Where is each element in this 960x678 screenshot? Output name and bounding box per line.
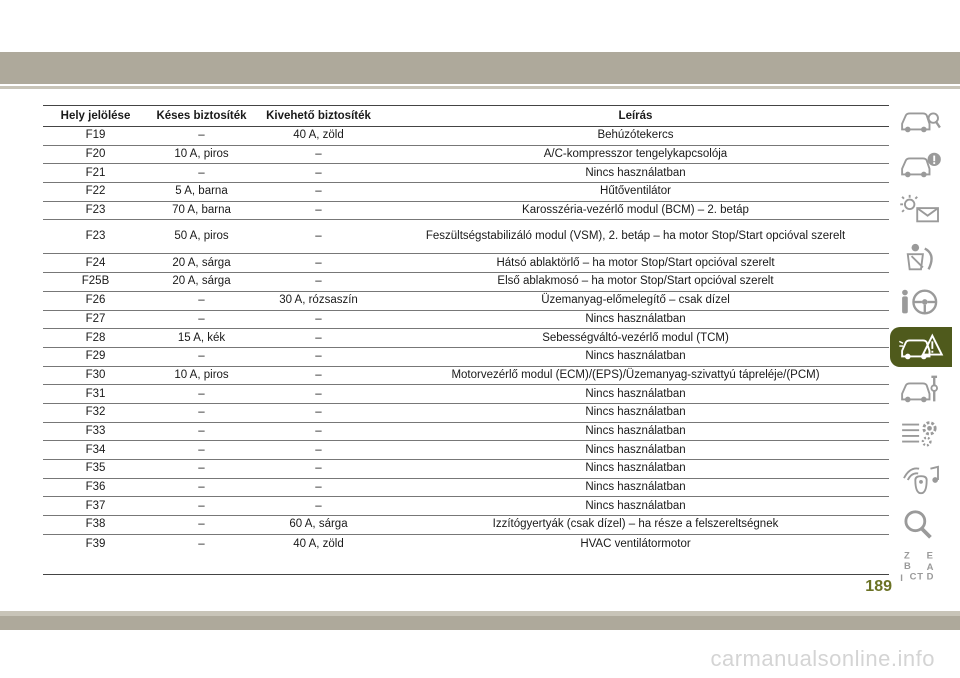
svg-text:Z: Z [904,551,910,562]
cell-description: Üzemanyag-előmelegítő – csak dízel [382,291,889,310]
cell-blade-fuse: – [148,127,255,146]
table-row [43,201,889,220]
svg-text:B: B [904,560,911,572]
cell-location: F36 [43,478,148,497]
svg-text:T: T [917,571,923,583]
cell-blade-fuse: – [148,403,255,422]
cell-description: Nincs használatban [382,478,889,497]
cell-location: F20 [43,145,148,164]
cell-blade-fuse: 20 A, sárga [148,273,255,292]
cell-description: Nincs használatban [382,310,889,329]
table-row [43,273,889,292]
multimedia-icon [898,463,944,497]
car-info-icon [898,148,944,182]
cell-cartridge-fuse: – [255,145,382,164]
cell-description: Nincs használatban [382,403,889,422]
svg-text:E: E [926,551,933,562]
svg-text:C: C [909,571,917,583]
table-row [43,516,889,535]
cell-blade-fuse: 50 A, piros [148,220,255,254]
cell-location: F34 [43,441,148,460]
cell-cartridge-fuse: – [255,422,382,441]
chapter-tab-search[interactable] [890,505,952,545]
cell-cartridge-fuse: – [255,220,382,254]
chapter-tab-car-search[interactable] [890,100,952,140]
cell-cartridge-fuse: – [255,460,382,479]
specifications-gear-icon [898,417,944,451]
header-band [0,52,960,84]
cell-location: F37 [43,497,148,516]
header-cartridge-fuse: Kivehető biztosíték [255,106,382,127]
cell-location: F27 [43,310,148,329]
cell-blade-fuse: – [148,441,255,460]
page-number: 189 [865,578,892,595]
cell-blade-fuse: 20 A, sárga [148,254,255,273]
cell-blade-fuse: 10 A, piros [148,145,255,164]
cell-location: F32 [43,403,148,422]
cell-cartridge-fuse: – [255,478,382,497]
fuse-table [43,105,889,575]
cell-blade-fuse: – [148,478,255,497]
chapter-tab-index-alphabet[interactable] [890,548,952,588]
cell-blade-fuse: – [148,534,255,574]
table-row [43,220,889,254]
cell-blade-fuse: 70 A, barna [148,201,255,220]
cell-cartridge-fuse: – [255,385,382,404]
cell-description: Nincs használatban [382,164,889,183]
cell-cartridge-fuse: – [255,273,382,292]
cell-location: F39 [43,534,148,574]
table-row [43,385,889,404]
header-location: Hely jelölése [43,106,148,127]
chapter-tab-airbag-safety[interactable] [890,238,952,278]
cell-location: F23 [43,220,148,254]
cell-cartridge-fuse: – [255,310,382,329]
cell-description: Behúzótekercs [382,127,889,146]
table-row [43,127,889,146]
header-description: Leírás [382,106,889,127]
table-row [43,164,889,183]
cell-location: F26 [43,291,148,310]
cell-cartridge-fuse: 40 A, zöld [255,127,382,146]
cell-location: F29 [43,347,148,366]
cell-cartridge-fuse: – [255,347,382,366]
cell-location: F21 [43,164,148,183]
cell-cartridge-fuse: – [255,254,382,273]
cell-blade-fuse: 10 A, piros [148,366,255,385]
cell-description: Nincs használatban [382,347,889,366]
cell-blade-fuse: – [148,164,255,183]
table-header-row [43,106,889,127]
chapter-tab-specifications-gear[interactable] [890,414,952,454]
cell-location: F31 [43,385,148,404]
fuse-table-body [43,127,889,575]
table-row [43,329,889,348]
warning-lights-icon [898,193,944,227]
cell-description: Sebességváltó-vezérlő modul (TCM) [382,329,889,348]
car-search-icon [898,103,944,137]
cell-location: F23 [43,201,148,220]
header-blade-fuse: Késes biztosíték [148,106,255,127]
table-row [43,366,889,385]
cell-description: Motorvezérlő modul (ECM)/(EPS)/Üzemanyag-szivattyú tápreléje/(PCM) [382,366,889,385]
cell-cartridge-fuse: – [255,366,382,385]
chapter-tab-steering-wheel[interactable] [890,282,952,322]
cell-cartridge-fuse: – [255,164,382,183]
airbag-safety-icon [898,241,944,275]
cell-cartridge-fuse: – [255,441,382,460]
chapter-tab-car-service[interactable] [890,370,952,410]
table-row [43,478,889,497]
chapter-tab-car-info[interactable] [890,145,952,185]
cell-blade-fuse: – [148,460,255,479]
cell-location: F35 [43,460,148,479]
cell-blade-fuse: – [148,347,255,366]
cell-description: A/C-kompresszor tengelykapcsolója [382,145,889,164]
cell-description: Izzítógyertyák (csak dízel) – ha része a felszereltségnek [382,516,889,535]
table-row [43,403,889,422]
table-row [43,347,889,366]
cell-blade-fuse: 5 A, barna [148,183,255,202]
chapter-tab-warning-lights[interactable] [890,190,952,230]
footer-band [0,616,960,630]
cell-cartridge-fuse: – [255,183,382,202]
chapter-tab-multimedia[interactable] [890,460,952,500]
cell-cartridge-fuse: – [255,403,382,422]
cell-location: F19 [43,127,148,146]
svg-text:D: D [926,571,934,583]
cell-location: F24 [43,254,148,273]
cell-description: Nincs használatban [382,385,889,404]
cell-description: HVAC ventilátormotor [382,534,889,574]
svg-text:I: I [900,573,903,585]
svg-text:A: A [926,561,934,573]
car-service-icon [898,373,944,407]
table-row [43,145,889,164]
car-hazard-icon [898,330,944,364]
cell-blade-fuse: 15 A, kék [148,329,255,348]
table-row [43,460,889,479]
cell-cartridge-fuse: – [255,497,382,516]
table-row [43,183,889,202]
cell-description: Feszültségstabilizáló modul (VSM), 2. betáp – ha motor Stop/Start opcióval szerelt [382,220,889,254]
cell-cartridge-fuse: – [255,329,382,348]
table-row [43,254,889,273]
cell-blade-fuse: – [148,516,255,535]
table-row [43,497,889,516]
cell-description: Első ablakmosó – ha motor Stop/Start opcióval szerelt [382,273,889,292]
table-row [43,422,889,441]
cell-location: F38 [43,516,148,535]
cell-cartridge-fuse: 30 A, rózsaszín [255,291,382,310]
cell-cartridge-fuse: – [255,201,382,220]
cell-description: Karosszéria-vezérlő modul (BCM) – 2. betáp [382,201,889,220]
index-alphabet-icon [898,551,944,585]
cell-description: Nincs használatban [382,422,889,441]
cell-location: F30 [43,366,148,385]
cell-description: Nincs használatban [382,497,889,516]
cell-description: Nincs használatban [382,441,889,460]
watermark: carmanualsonline.info [710,646,935,671]
header-rule [0,86,960,89]
cell-blade-fuse: – [148,291,255,310]
cell-cartridge-fuse: 40 A, zöld [255,534,382,574]
cell-description: Nincs használatban [382,460,889,479]
cell-blade-fuse: – [148,310,255,329]
cell-location: F25B [43,273,148,292]
cell-blade-fuse: – [148,497,255,516]
cell-location: F22 [43,183,148,202]
table-row [43,291,889,310]
cell-description: Hűtőventilátor [382,183,889,202]
table-row [43,441,889,460]
search-icon [898,508,944,542]
cell-location: F33 [43,422,148,441]
cell-cartridge-fuse: 60 A, sárga [255,516,382,535]
cell-description: Hátsó ablaktörlő – ha motor Stop/Start opcióval szerelt [382,254,889,273]
cell-blade-fuse: – [148,385,255,404]
cell-blade-fuse: – [148,422,255,441]
table-row [43,534,889,574]
chapter-tab-car-hazard[interactable] [890,327,952,367]
table-row [43,310,889,329]
cell-location: F28 [43,329,148,348]
steering-wheel-icon [898,285,944,319]
